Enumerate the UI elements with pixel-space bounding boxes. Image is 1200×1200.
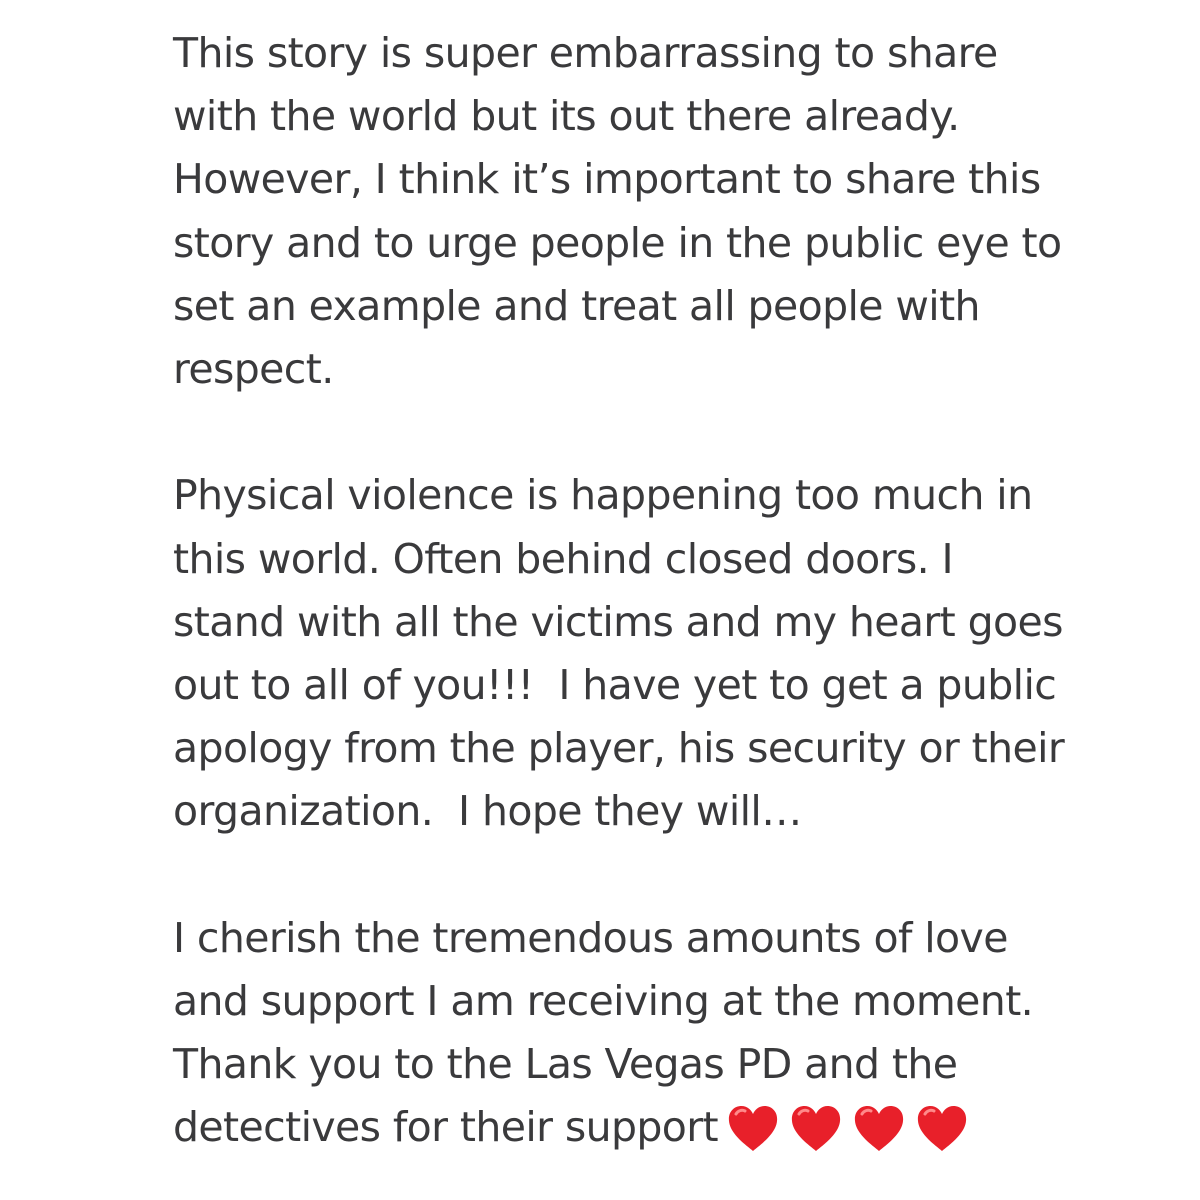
note-body [173, 22, 1073, 1159]
text-line: and support I am receiving at the moment. [173, 976, 1034, 1025]
red-heart-icon [726, 1104, 780, 1154]
text-line: stand with all the victims and my heart goes [173, 597, 1063, 646]
text-line: out to all of you!!! I have yet to get a public [173, 660, 1057, 709]
paragraph-1 [173, 22, 1073, 401]
text-line: story and to urge people in the public eye to [173, 218, 1062, 267]
text-line: set an example and treat all people with [173, 281, 980, 330]
text-line: with the world but its out there already. [173, 92, 960, 141]
text-line: I cherish the tremendous amounts of love [173, 913, 1008, 962]
red-heart-icon [852, 1104, 906, 1154]
text-line: this world. Often behind closed doors. I [173, 534, 954, 583]
paragraph-2 [173, 464, 1073, 843]
paragraph-3 [173, 907, 1073, 1160]
text-line: apology from the player, his security or their [173, 724, 1065, 773]
text-line: This story is super embarrassing to share [173, 29, 998, 77]
text-line: Physical violence is happening too much in [173, 471, 1033, 520]
text-line: organization. I hope they will… [173, 787, 802, 836]
paragraph-gap [173, 843, 1073, 906]
text-line: respect. [173, 344, 334, 393]
text-line-with-hearts [173, 1096, 1073, 1159]
paragraph-gap [173, 401, 1073, 464]
text-line: detectives for their support [173, 1103, 719, 1152]
hearts-group [726, 1095, 978, 1158]
text-line: However, I think it’s important to share this [173, 155, 1041, 204]
red-heart-icon [915, 1104, 969, 1154]
text-line: Thank you to the Las Vegas PD and the [173, 1040, 958, 1088]
red-heart-icon [789, 1104, 843, 1154]
